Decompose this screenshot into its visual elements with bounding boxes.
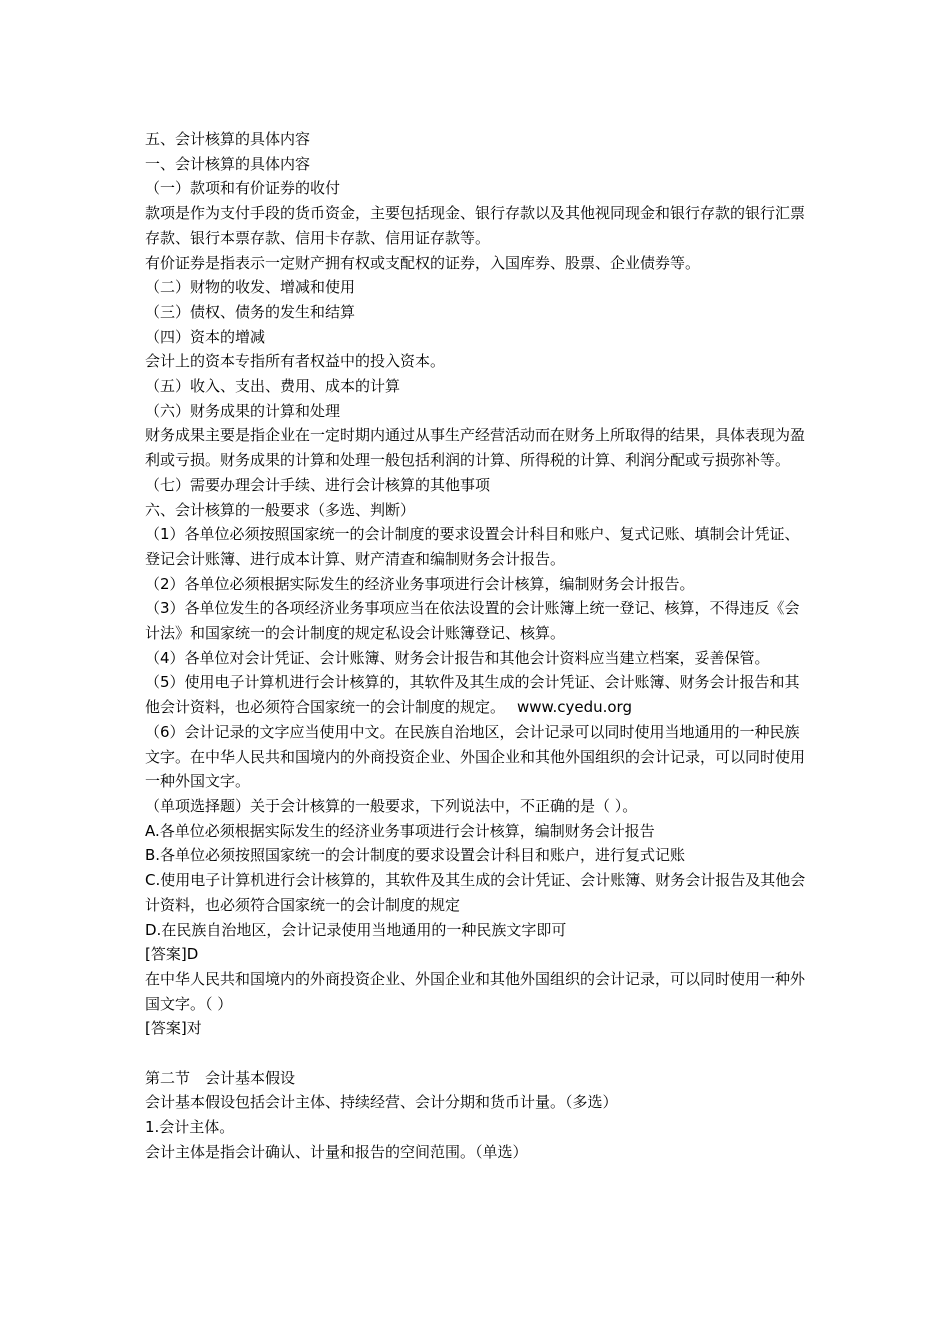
question-stem: （单项选择题）关于会计核算的一般要求，下列说法中，不正确的是（ ）。 [145, 796, 638, 815]
requirement-item: （4）各单位对会计凭证、会计账簿、财务会计报告和其他会计资料应当建立档案，妥善保管。 [145, 648, 770, 667]
paragraph: 有价证券是指表示一定财产拥有权或支配权的证券，入国库券、股票、企业债券等。 [145, 253, 701, 272]
requirement-item: （3）各单位发生的各项经济业务事项应当在依法设置的会计账簿上统一登记、核算，不得违反《会计法》和国家统一的会计制度的规定私设会计账簿登记、核算。 [145, 599, 800, 643]
paragraph: 会计主体是指会计确认、计量和报告的空间范围。（单选） [145, 1142, 528, 1161]
paragraph: 款项是作为支付手段的货币资金，主要包括现金、银行存款以及其他视同现金和银行存款的银行汇票存款、银行本票存款、信用卡存款、信用证存款等。 [145, 204, 806, 247]
document-page [145, 127, 811, 1165]
paragraph: 财务成果主要是指企业在一定时期内通过从事生产经营活动而在财务上所取得的结果，具体表现为盈利或亏损。财务成果的计算和处理一般包括利润的计算、所得税的计算、利润分配或亏损弥补等。 [145, 426, 806, 470]
section-heading: 六、会计核算的一般要求（多选、判断） [145, 500, 416, 519]
site-watermark-text: www.cyedu.org [517, 698, 632, 717]
item-heading: （二）财物的收发、增减和使用 [145, 278, 356, 297]
section-heading: 五、会计核算的具体内容 [145, 130, 311, 148]
answer-line: [答案]D [145, 945, 199, 964]
requirement-item: （1）各单位必须按照国家统一的会计制度的要求设置会计科目和账户、复式记账、填制会计凭证、登记会计账簿、进行成本计算、财产清查和编制财务会计报告。 [145, 525, 800, 568]
item-heading: （七）需要办理会计手续、进行会计核算的其他事项 [145, 475, 491, 494]
subsection-heading: 一、会计核算的具体内容 [145, 154, 311, 173]
item-heading: 1.会计主体。 [145, 1118, 235, 1137]
requirement-item [145, 670, 811, 719]
paragraph: 会计基本假设包括会计主体、持续经营、会计分期和货币计量。（多选） [145, 1093, 618, 1112]
item-heading: （三）债权、债务的发生和结算 [145, 302, 356, 321]
option-c: C.使用电子计算机进行会计核算的，其软件及其生成的会计凭证、会计账簿、财务会计报告及其他会计资料，也必须符合国家统一的会计制度的规定 [145, 871, 806, 914]
paragraph: 会计上的资本专指所有者权益中的投入资本。 [145, 352, 446, 371]
option-d: D.在民族自治地区，会计记录使用当地通用的一种民族文字即可 [145, 920, 567, 939]
option-b: B.各单位必须按照国家统一的会计制度的要求设置会计科目和账户，进行复式记账 [145, 846, 686, 865]
requirement-text: （5）使用电子计算机进行会计核算的，其软件及其生成的会计凭证、会计账簿、财务会计报告和其他会计资料，也必须符合国家统一的会计制度的规定。 [145, 673, 800, 717]
answer-line: [答案]对 [145, 1019, 202, 1038]
question-stem: 在中华人民共和国境内的外商投资企业、外国企业和其他外国组织的会计记录，可以同时使用一种外国文字。（ ） [145, 969, 806, 1013]
item-heading: （一）款项和有价证券的收付 [145, 179, 341, 198]
chapter-section-heading: 第二节 会计基本假设 [145, 1068, 296, 1087]
item-heading: （四）资本的增减 [145, 327, 266, 346]
blank-line [145, 1041, 811, 1066]
requirement-item: （6）会计记录的文字应当使用中文。在民族自治地区，会计记录可以同时使用当地通用的一种民族文字。在中华人民共和国境内的外商投资企业、外国企业和其他外国组织的会计记录，可以同时使用一种外国文字。 [145, 722, 806, 791]
requirement-item: （2）各单位必须根据实际发生的经济业务事项进行会计核算，编制财务会计报告。 [145, 574, 695, 593]
item-heading: （五）收入、支出、费用、成本的计算 [145, 377, 401, 396]
item-heading: （六）财务成果的计算和处理 [145, 401, 341, 420]
option-a: A.各单位必须根据实际发生的经济业务事项进行会计核算，编制财务会计报告 [145, 821, 655, 840]
